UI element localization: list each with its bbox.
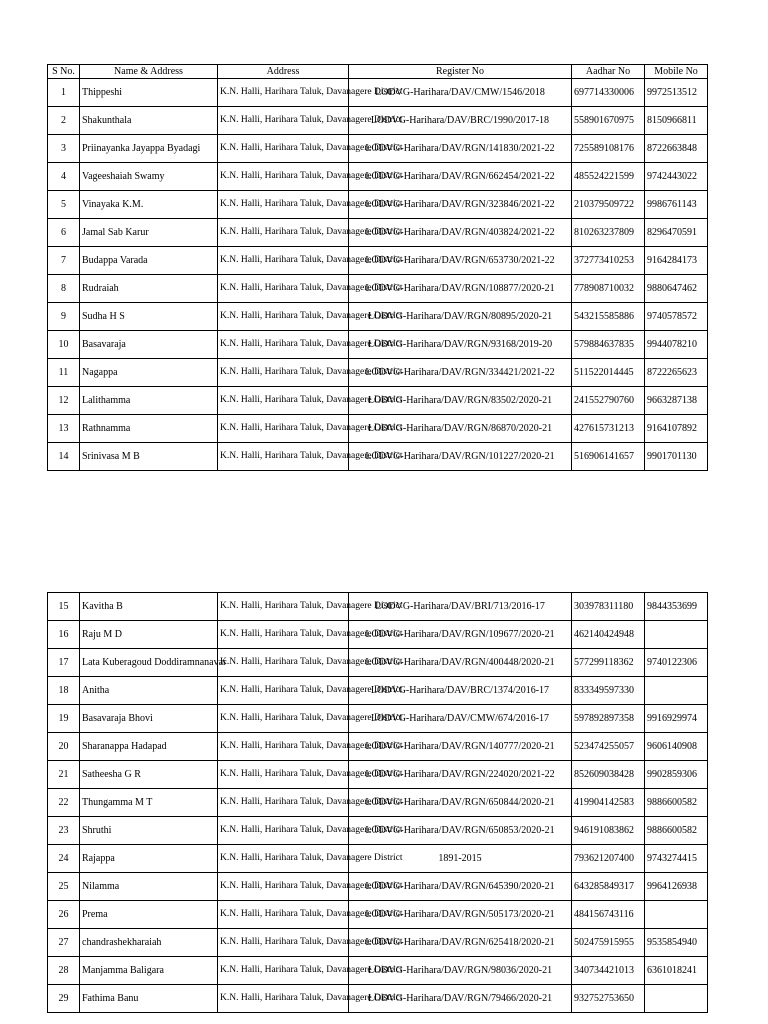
table-row xyxy=(48,985,708,1013)
cell-address: K.N. Halli, Harihara Taluk, Davanagere District xyxy=(218,359,349,387)
cell-mobile-no xyxy=(645,985,708,1013)
cell-aadhar-no: 523474255057 xyxy=(572,733,645,761)
cell-address: K.N. Halli, Harihara Taluk, Davanagere District xyxy=(218,929,349,957)
cell-mobile-no: 8722663848 xyxy=(645,135,708,163)
cell-name: Fathima Banu xyxy=(80,985,218,1013)
cell-register-no: LODVG-Harihara/DAV/BRC/1374/2016-17 xyxy=(349,677,572,705)
table-row xyxy=(48,79,708,107)
beneficiary-table-1 xyxy=(47,64,708,471)
table-row xyxy=(48,593,708,621)
cell-aadhar-no: 372773410253 xyxy=(572,247,645,275)
cell-name: chandrashekharaiah xyxy=(80,929,218,957)
cell-register-no: LODVG-Harihara/DAV/CMW/1546/2018 xyxy=(349,79,572,107)
cell-name: Basavaraja Bhovi xyxy=(80,705,218,733)
cell-name: Prema xyxy=(80,901,218,929)
cell-address: K.N. Halli, Harihara Taluk, Davanagere District xyxy=(218,789,349,817)
cell-sno: 9 xyxy=(48,303,80,331)
cell-aadhar-no: 778908710032 xyxy=(572,275,645,303)
cell-sno: 20 xyxy=(48,733,80,761)
cell-address: K.N. Halli, Harihara Taluk, Davanagere District xyxy=(218,443,349,471)
cell-name: Thungamma M T xyxy=(80,789,218,817)
cell-sno: 13 xyxy=(48,415,80,443)
cell-sno: 27 xyxy=(48,929,80,957)
cell-address: K.N. Halli, Harihara Taluk, Davanagere District xyxy=(218,387,349,415)
cell-address: K.N. Halli, Harihara Taluk, Davanagere District xyxy=(218,79,349,107)
cell-mobile-no: 8296470591 xyxy=(645,219,708,247)
table-row xyxy=(48,107,708,135)
cell-address: K.N. Halli, Harihara Taluk, Davanagere District xyxy=(218,415,349,443)
cell-name: Vinayaka K.M. xyxy=(80,191,218,219)
cell-mobile-no: 6361018241 xyxy=(645,957,708,985)
table-row xyxy=(48,873,708,901)
cell-address: K.N. Halli, Harihara Taluk, Davanagere District xyxy=(218,761,349,789)
header-mobile: Mobile No xyxy=(645,65,708,79)
cell-address: K.N. Halli, Harihara Taluk, Davanagere District xyxy=(218,817,349,845)
cell-mobile-no: 8722265623 xyxy=(645,359,708,387)
cell-sno: 14 xyxy=(48,443,80,471)
cell-register-no: LODVG-Harihara/DAV/RGN/400448/2020-21 xyxy=(349,649,572,677)
cell-mobile-no: 9844353699 xyxy=(645,593,708,621)
cell-address: K.N. Halli, Harihara Taluk, Davanagere District xyxy=(218,191,349,219)
table-row xyxy=(48,845,708,873)
cell-register-no: LODVG-Harihara/DAV/RGN/79466/2020-21 xyxy=(349,985,572,1013)
cell-aadhar-no: 419904142583 xyxy=(572,789,645,817)
cell-sno: 28 xyxy=(48,957,80,985)
cell-mobile-no: 9986761143 xyxy=(645,191,708,219)
cell-aadhar-no: 793621207400 xyxy=(572,845,645,873)
cell-name: Raju M D xyxy=(80,621,218,649)
cell-name: Satheesha G R xyxy=(80,761,218,789)
cell-sno: 11 xyxy=(48,359,80,387)
cell-mobile-no: 9742443022 xyxy=(645,163,708,191)
cell-register-no: LODVG-Harihara/DAV/RGN/323846/2021-22 xyxy=(349,191,572,219)
cell-sno: 18 xyxy=(48,677,80,705)
cell-name: Jamal Sab Karur xyxy=(80,219,218,247)
cell-register-no: LODVG-Harihara/DAV/RGN/650844/2020-21 xyxy=(349,789,572,817)
cell-register-no: LODVG-Harihara/DAV/RGN/403824/2021-22 xyxy=(349,219,572,247)
cell-mobile-no: 9886600582 xyxy=(645,789,708,817)
table-row xyxy=(48,677,708,705)
cell-aadhar-no: 462140424948 xyxy=(572,621,645,649)
cell-address: K.N. Halli, Harihara Taluk, Davanagere District xyxy=(218,275,349,303)
cell-register-no: LODVG-Harihara/DAV/RGN/625418/2020-21 xyxy=(349,929,572,957)
cell-sno: 2 xyxy=(48,107,80,135)
cell-register-no: LODVG-Harihara/DAV/RGN/83502/2020-21 xyxy=(349,387,572,415)
cell-aadhar-no: 579884637835 xyxy=(572,331,645,359)
cell-name: Shruthi xyxy=(80,817,218,845)
table-row xyxy=(48,443,708,471)
table-row xyxy=(48,957,708,985)
cell-register-no: LODVG-Harihara/DAV/RGN/101227/2020-21 xyxy=(349,443,572,471)
cell-sno: 17 xyxy=(48,649,80,677)
cell-sno: 26 xyxy=(48,901,80,929)
cell-address: K.N. Halli, Harihara Taluk, Davanagere District xyxy=(218,873,349,901)
cell-aadhar-no: 643285849317 xyxy=(572,873,645,901)
header-address: Address xyxy=(218,65,349,79)
cell-aadhar-no: 484156743116 xyxy=(572,901,645,929)
cell-name: Thippeshi xyxy=(80,79,218,107)
cell-sno: 7 xyxy=(48,247,80,275)
cell-mobile-no xyxy=(645,621,708,649)
cell-mobile-no: 9902859306 xyxy=(645,761,708,789)
cell-register-no: LODVG-Harihara/DAV/RGN/505173/2020-21 xyxy=(349,901,572,929)
cell-register-no: LODVG-Harihara/DAV/RGN/653730/2021-22 xyxy=(349,247,572,275)
cell-aadhar-no: 210379509722 xyxy=(572,191,645,219)
cell-sno: 15 xyxy=(48,593,80,621)
cell-sno: 21 xyxy=(48,761,80,789)
cell-register-no: LODVG-Harihara/DAV/RGN/334421/2021-22 xyxy=(349,359,572,387)
cell-name: Priinayanka Jayappa Byadagi xyxy=(80,135,218,163)
cell-address: K.N. Halli, Harihara Taluk, Davanagere District xyxy=(218,621,349,649)
cell-mobile-no: 9740578572 xyxy=(645,303,708,331)
cell-aadhar-no: 516906141657 xyxy=(572,443,645,471)
cell-name: Kavitha B xyxy=(80,593,218,621)
cell-aadhar-no: 543215585886 xyxy=(572,303,645,331)
cell-sno: 29 xyxy=(48,985,80,1013)
cell-register-no: LODVG-Harihara/DAV/CMW/674/2016-17 xyxy=(349,705,572,733)
cell-aadhar-no: 485524221599 xyxy=(572,163,645,191)
cell-aadhar-no: 427615731213 xyxy=(572,415,645,443)
cell-aadhar-no: 946191083862 xyxy=(572,817,645,845)
table-row xyxy=(48,761,708,789)
header-aadhar: Aadhar No xyxy=(572,65,645,79)
cell-register-no: LODVG-Harihara/DAV/RGN/93168/2019-20 xyxy=(349,331,572,359)
cell-mobile-no: 9606140908 xyxy=(645,733,708,761)
beneficiary-table-2 xyxy=(47,592,708,1013)
cell-aadhar-no: 852609038428 xyxy=(572,761,645,789)
cell-register-no: LODVG-Harihara/DAV/RGN/140777/2020-21 xyxy=(349,733,572,761)
cell-name: Basavaraja xyxy=(80,331,218,359)
cell-name: Lalithamma xyxy=(80,387,218,415)
cell-address: K.N. Halli, Harihara Taluk, Davanagere District xyxy=(218,219,349,247)
cell-name: Nilamma xyxy=(80,873,218,901)
cell-aadhar-no: 558901670975 xyxy=(572,107,645,135)
cell-name: Srinivasa M B xyxy=(80,443,218,471)
table-row xyxy=(48,163,708,191)
cell-address: K.N. Halli, Harihara Taluk, Davanagere District xyxy=(218,901,349,929)
cell-address: K.N. Halli, Harihara Taluk, Davanagere District xyxy=(218,107,349,135)
cell-address: K.N. Halli, Harihara Taluk, Davanagere District xyxy=(218,331,349,359)
cell-sno: 12 xyxy=(48,387,80,415)
table-row xyxy=(48,733,708,761)
cell-aadhar-no: 511522014445 xyxy=(572,359,645,387)
cell-mobile-no: 8150966811 xyxy=(645,107,708,135)
cell-mobile-no: 9964126938 xyxy=(645,873,708,901)
cell-sno: 4 xyxy=(48,163,80,191)
table-row xyxy=(48,275,708,303)
cell-aadhar-no: 502475915955 xyxy=(572,929,645,957)
cell-address: K.N. Halli, Harihara Taluk, Davanagere District xyxy=(218,135,349,163)
table-row xyxy=(48,191,708,219)
cell-sno: 10 xyxy=(48,331,80,359)
cell-name: Sharanappa Hadapad xyxy=(80,733,218,761)
table-row xyxy=(48,789,708,817)
cell-mobile-no: 9535854940 xyxy=(645,929,708,957)
cell-register-no: LODVG-Harihara/DAV/RGN/645390/2020-21 xyxy=(349,873,572,901)
cell-aadhar-no: 241552790760 xyxy=(572,387,645,415)
cell-aadhar-no: 932752753650 xyxy=(572,985,645,1013)
cell-address: K.N. Halli, Harihara Taluk, Davanagere District xyxy=(218,957,349,985)
cell-name: Manjamma Baligara xyxy=(80,957,218,985)
cell-register-no: LODVG-Harihara/DAV/RGN/108877/2020-21 xyxy=(349,275,572,303)
cell-register-no: LODVG-Harihara/DAV/RGN/650853/2020-21 xyxy=(349,817,572,845)
cell-sno: 5 xyxy=(48,191,80,219)
cell-register-no: LODVG-Harihara/DAV/RGN/224020/2021-22 xyxy=(349,761,572,789)
cell-aadhar-no: 303978311180 xyxy=(572,593,645,621)
cell-sno: 3 xyxy=(48,135,80,163)
cell-sno: 22 xyxy=(48,789,80,817)
cell-sno: 25 xyxy=(48,873,80,901)
cell-address: K.N. Halli, Harihara Taluk, Davanagere District xyxy=(218,677,349,705)
table-row xyxy=(48,219,708,247)
cell-name: Budappa Varada xyxy=(80,247,218,275)
cell-mobile-no: 9916929974 xyxy=(645,705,708,733)
cell-sno: 8 xyxy=(48,275,80,303)
cell-sno: 19 xyxy=(48,705,80,733)
cell-register-no: LODVG-Harihara/DAV/RGN/141830/2021-22 xyxy=(349,135,572,163)
cell-register-no: LODVG-Harihara/DAV/BRI/713/2016-17 xyxy=(349,593,572,621)
table-row xyxy=(48,387,708,415)
cell-address: K.N. Halli, Harihara Taluk, Davanagere District xyxy=(218,705,349,733)
cell-aadhar-no: 340734421013 xyxy=(572,957,645,985)
cell-address: K.N. Halli, Harihara Taluk, Davanagere District xyxy=(218,845,349,873)
cell-register-no: LODVG-Harihara/DAV/RGN/662454/2021-22 xyxy=(349,163,572,191)
table-row xyxy=(48,303,708,331)
cell-register-no: LODVG-Harihara/DAV/RGN/80895/2020-21 xyxy=(349,303,572,331)
header-name: Name & Address xyxy=(80,65,218,79)
table-row xyxy=(48,359,708,387)
cell-aadhar-no: 833349597330 xyxy=(572,677,645,705)
cell-address: K.N. Halli, Harihara Taluk, Davanagere District xyxy=(218,303,349,331)
cell-name: Lata Kuberagoud Doddiramnanavar xyxy=(80,649,218,677)
table-row xyxy=(48,705,708,733)
cell-name: Rajappa xyxy=(80,845,218,873)
cell-name: Rudraiah xyxy=(80,275,218,303)
cell-mobile-no xyxy=(645,901,708,929)
cell-aadhar-no: 697714330006 xyxy=(572,79,645,107)
header-register: Register No xyxy=(349,65,572,79)
cell-mobile-no: 9972513512 xyxy=(645,79,708,107)
cell-name: Vageeshaiah Swamy xyxy=(80,163,218,191)
table-row xyxy=(48,247,708,275)
cell-register-no: LODVG-Harihara/DAV/RGN/86870/2020-21 xyxy=(349,415,572,443)
cell-name: Nagappa xyxy=(80,359,218,387)
cell-mobile-no xyxy=(645,677,708,705)
cell-address: K.N. Halli, Harihara Taluk, Davanagere District xyxy=(218,247,349,275)
cell-sno: 23 xyxy=(48,817,80,845)
cell-mobile-no: 9901701130 xyxy=(645,443,708,471)
cell-address: K.N. Halli, Harihara Taluk, Davanagere District xyxy=(218,593,349,621)
cell-sno: 1 xyxy=(48,79,80,107)
cell-aadhar-no: 597892897358 xyxy=(572,705,645,733)
cell-mobile-no: 9740122306 xyxy=(645,649,708,677)
cell-address: K.N. Halli, Harihara Taluk, Davanagere District xyxy=(218,649,349,677)
header-sno: S No. xyxy=(48,65,80,79)
table-header-row xyxy=(48,65,708,79)
cell-aadhar-no: 725589108176 xyxy=(572,135,645,163)
cell-name: Rathnamma xyxy=(80,415,218,443)
cell-register-no: LODVG-Harihara/DAV/RGN/98036/2020-21 xyxy=(349,957,572,985)
cell-register-no: LODVG-Harihara/DAV/RGN/109677/2020-21 xyxy=(349,621,572,649)
cell-mobile-no: 9164107892 xyxy=(645,415,708,443)
table-row xyxy=(48,135,708,163)
cell-name: Sudha H S xyxy=(80,303,218,331)
cell-address: K.N. Halli, Harihara Taluk, Davanagere District xyxy=(218,985,349,1013)
cell-name: Anitha xyxy=(80,677,218,705)
cell-mobile-no: 9944078210 xyxy=(645,331,708,359)
table-body-1 xyxy=(48,79,708,471)
cell-address: K.N. Halli, Harihara Taluk, Davanagere District xyxy=(218,163,349,191)
table-row xyxy=(48,649,708,677)
cell-aadhar-no: 577299118362 xyxy=(572,649,645,677)
cell-mobile-no: 9886600582 xyxy=(645,817,708,845)
cell-name: Shakunthala xyxy=(80,107,218,135)
cell-mobile-no: 9663287138 xyxy=(645,387,708,415)
table-row xyxy=(48,331,708,359)
cell-mobile-no: 9164284173 xyxy=(645,247,708,275)
cell-address: K.N. Halli, Harihara Taluk, Davanagere District xyxy=(218,733,349,761)
table-row xyxy=(48,621,708,649)
table-body-2 xyxy=(48,593,708,1013)
table-row xyxy=(48,901,708,929)
table-row xyxy=(48,929,708,957)
cell-register-no: 1891-2015 xyxy=(349,845,572,873)
cell-aadhar-no: 810263237809 xyxy=(572,219,645,247)
cell-sno: 24 xyxy=(48,845,80,873)
cell-mobile-no: 9880647462 xyxy=(645,275,708,303)
cell-sno: 6 xyxy=(48,219,80,247)
cell-sno: 16 xyxy=(48,621,80,649)
cell-register-no: LODVG-Harihara/DAV/BRC/1990/2017-18 xyxy=(349,107,572,135)
cell-mobile-no: 9743274415 xyxy=(645,845,708,873)
table-row xyxy=(48,817,708,845)
table-row xyxy=(48,415,708,443)
